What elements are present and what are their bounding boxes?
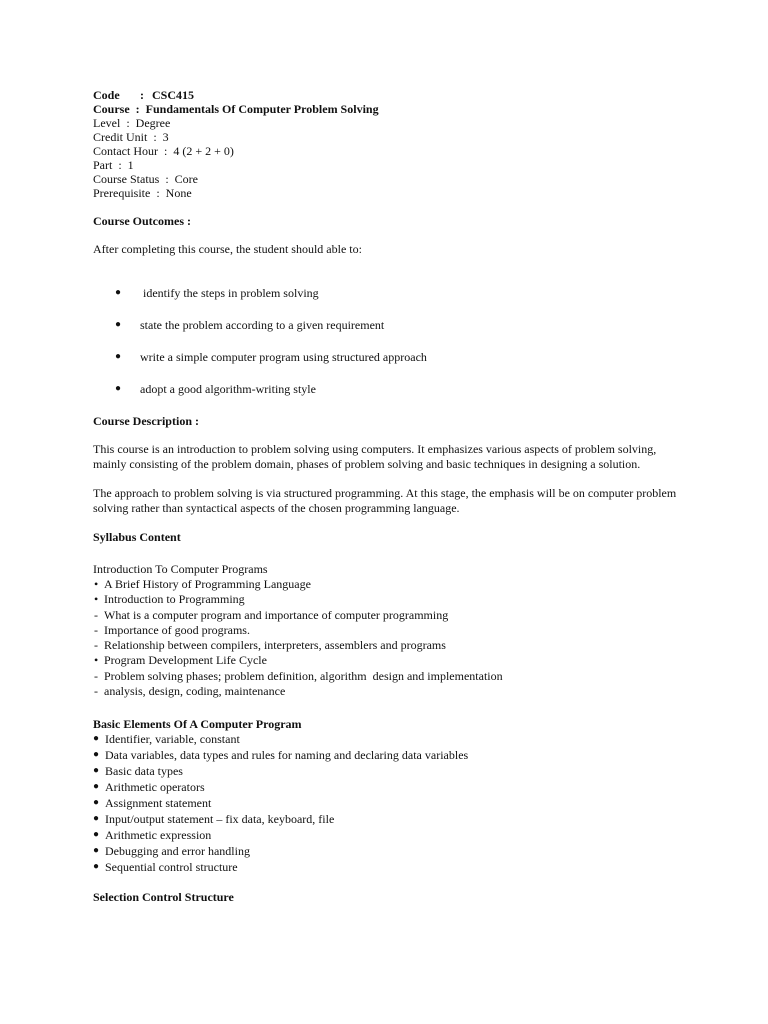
list-item: - Relationship between compilers, interpreters, assemblers and programs xyxy=(94,638,446,653)
outcome-item: ● adopt a good algorithm-writing style xyxy=(115,382,316,396)
intro-items-list xyxy=(93,577,683,699)
contact-hour-line: Contact Hour : 4 (2 + 2 + 0) xyxy=(93,144,234,158)
list-item: ● Arithmetic expression xyxy=(93,828,212,843)
course-status-line: Course Status : Core xyxy=(93,172,198,186)
bullet-icon: ● xyxy=(115,319,122,330)
prerequisite-line: Prerequisite : None xyxy=(93,186,192,200)
level-line: Level : Degree xyxy=(93,116,171,130)
list-item: ● Data variables, data types and rules for naming and declaring data variables xyxy=(93,748,469,763)
list-item: ● Assignment statement xyxy=(93,796,212,811)
bullet-icon: ● xyxy=(93,861,100,873)
list-item: ● Input/output statement – fix data, keyboard, file xyxy=(93,812,335,827)
outcomes-intro: After completing this course, the student should able to: xyxy=(93,242,362,256)
outcomes-heading: Course Outcomes : xyxy=(93,214,191,228)
syllabus-heading: Syllabus Content xyxy=(93,530,181,544)
description-paragraph-1: This course is an introduction to problem solving using computers. It emphasizes various aspects of problem solving, mainly consisting of the problem domain, phases of problem solving and basic techniques in designing a solution. xyxy=(93,442,657,471)
outcome-item: ● write a simple computer program using structured approach xyxy=(115,350,427,364)
selection-heading: Selection Control Structure xyxy=(93,890,234,905)
credit-unit-line: Credit Unit : 3 xyxy=(93,130,169,144)
bullet-icon: ● xyxy=(93,749,100,761)
list-item: - analysis, design, coding, maintenance xyxy=(94,684,286,699)
bullet-icon: ● xyxy=(93,829,100,841)
outcome-item: ● state the problem according to a given requirement xyxy=(115,318,385,332)
list-item: - What is a computer program and importance of computer programming xyxy=(94,607,449,622)
description-paragraph-2: The approach to problem solving is via structured programming. At this stage, the emphasis will be on computer problem solving rather than syntactical aspects of the chosen programming language. xyxy=(93,486,677,515)
syllabus-document xyxy=(93,88,683,904)
bullet-icon: ● xyxy=(115,287,122,298)
basic-elements-heading: Basic Elements Of A Computer Program xyxy=(93,717,302,732)
course-title: Fundamentals Of Computer Problem Solving xyxy=(145,102,379,116)
bullet-icon: ● xyxy=(115,351,122,362)
list-item: ● Identifier, variable, constant xyxy=(93,732,240,747)
basic-elements-list xyxy=(93,732,683,876)
description-heading: Course Description : xyxy=(93,414,199,428)
list-item: ● Debugging and error handling xyxy=(93,844,250,859)
list-item: • A Brief History of Programming Language xyxy=(94,577,311,591)
course-label: Course xyxy=(93,102,130,116)
list-item: ● Arithmetic operators xyxy=(93,780,205,795)
list-item: • Introduction to Programming xyxy=(94,592,245,607)
list-item: ● Basic data types xyxy=(93,764,183,779)
part-line: Part : 1 xyxy=(93,158,134,172)
outcome-item: ● identify the steps in problem solving xyxy=(115,286,319,300)
bullet-icon: ● xyxy=(93,797,100,809)
code-label: Code xyxy=(93,88,120,102)
list-item: ● Sequential control structure xyxy=(93,860,238,875)
bullet-icon: ● xyxy=(93,781,100,793)
bullet-icon: ● xyxy=(93,765,100,777)
list-item: - Importance of good programs. xyxy=(94,622,250,637)
code-value: CSC415 xyxy=(152,88,195,102)
intro-section-title: Introduction To Computer Programs xyxy=(93,562,268,576)
list-item: • Program Development Life Cycle xyxy=(94,653,267,668)
course-code-line xyxy=(93,88,683,102)
code-separator: : xyxy=(140,88,144,102)
bullet-icon: ● xyxy=(93,813,100,825)
course-title-line: Course : Fundamentals Of Computer Problem Solving xyxy=(93,102,379,116)
list-item: - Problem solving phases; problem definition, algorithm design and implementation xyxy=(94,668,503,683)
bullet-icon: ● xyxy=(93,845,100,857)
bullet-icon: ● xyxy=(115,383,122,394)
bullet-icon: ● xyxy=(93,733,100,745)
